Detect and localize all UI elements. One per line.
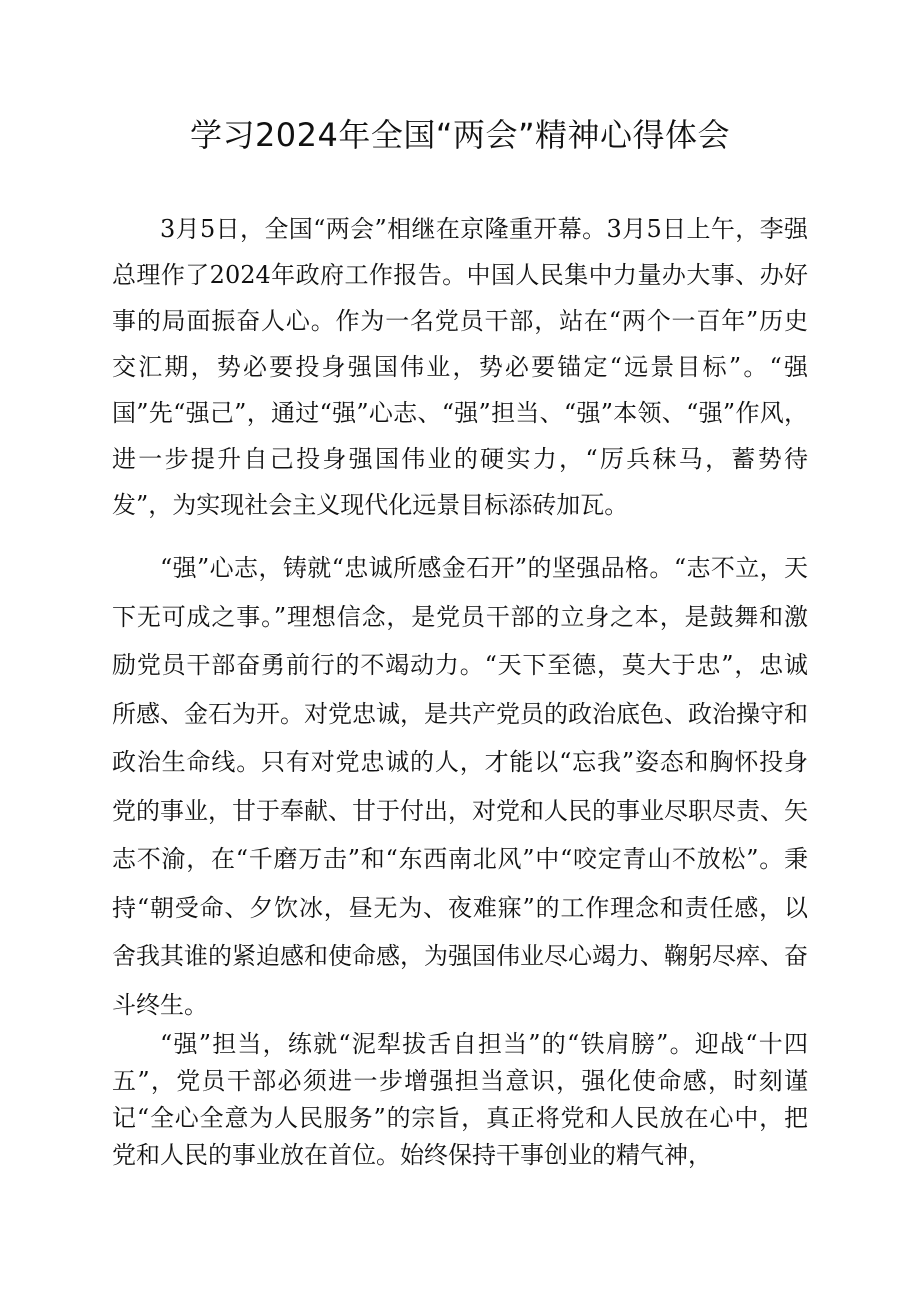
paragraph-strong-will: “强”心志，铸就“忠诚所感金石开”的坚强品格。“志不立，天下无可成之事。”理想信念，是党员干部的立身之本，是鼓舞和激励党员干部奋勇前行的不竭动力。“天下至德，莫大于忠”，忠诚所感、金石为开。对党忠诚，是共产党员的政治底色、政治操守和政治生命线。只有对党忠诚的人，才能以“忘我”姿态和胸怀投身党的事业，甘于奉献、甘于付出，对党和人民的事业尽职尽责、矢志不渝，在“千磨万击”和“东西南北风”中“咬定青山不放松”。秉持“朝受命、夕饮冰，昼无为、夜难寐”的工作理念和责任感，以舍我其谁的紧迫感和使命感，为强国伟业尽心竭力、鞠躬尽瘁、奋斗终生。	[112, 554, 808, 1019]
paragraph-intro: 3月5日，全国“两会”相继在京隆重开幕。3月5日上午，李强总理作了2024年政府工作报告。中国人民集中力量办大事、办好事的局面振奋人心。作为一名党员干部，站在“两个一百年”历史交汇期，势必要投身强国伟业，势必要锚定“远景目标”。“强国”先“强己”，通过“强”心志、“强”担当、“强”本领、“强”作风，进一步提升自己投身强国伟业的硬实力，“厉兵秣马，蓄势待发”，为实现社会主义现代化远景目标添砖加瓦。	[112, 215, 808, 519]
document-title: 学习2024年全国“两会”精神心得体会	[189, 116, 731, 154]
paragraph-strong-responsibility: “强”担当，练就“泥犁拔舌自担当”的“铁肩膀”。迎战“十四五”，党员干部必须进一步增强担当意识，强化使命感，时刻谨记“全心全意为人民服务”的宗旨，真正将党和人民放在心中，把党和人民的事业放在首位。始终保持干事创业的精气神，	[112, 1030, 808, 1169]
